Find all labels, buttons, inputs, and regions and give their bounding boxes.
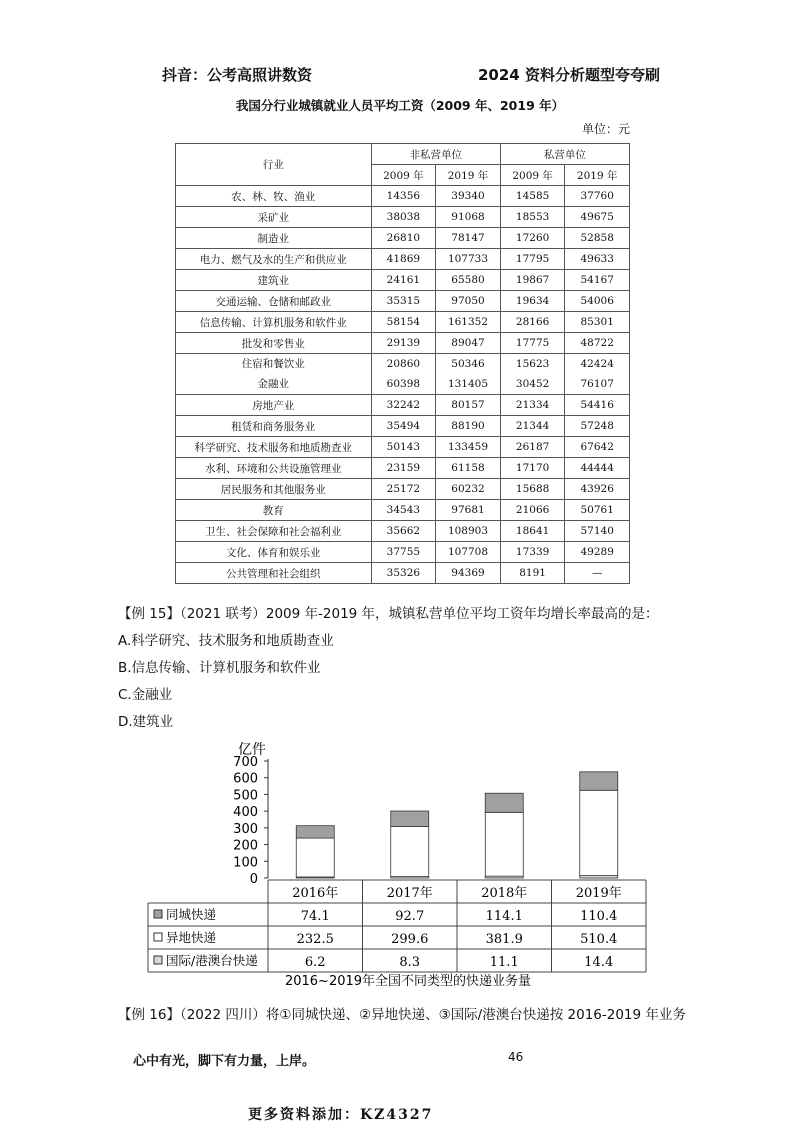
value-cell: 85301 (565, 312, 630, 333)
value-cell: — (565, 563, 630, 584)
y-tick-label: 400 (233, 805, 258, 821)
value-cell: 26810 (371, 228, 436, 249)
value-cell: 21344 (500, 416, 565, 437)
value-cell: 35315 (371, 291, 436, 312)
value-cell: 25172 (371, 479, 436, 500)
value-cell: 17795 (500, 249, 565, 270)
value-cell: 15688 (500, 479, 565, 500)
y-tick-label: 300 (233, 821, 258, 837)
value-cell: 23159 (371, 458, 436, 479)
data-label: 232.5 (296, 932, 334, 947)
value-cell: 65580 (436, 270, 501, 291)
value-cell: 18641 (500, 521, 565, 542)
value-cell: 58154 (371, 312, 436, 333)
group-nonprivate-header: 非私营单位 (371, 144, 500, 165)
value-cell: 17775 (500, 333, 565, 354)
value-cell: 97050 (436, 291, 501, 312)
value-cell: 21334 (500, 395, 565, 416)
data-label: 299.6 (391, 932, 429, 947)
industry-cell: 租赁和商务服务业 (176, 416, 372, 437)
value-cell: 24161 (371, 270, 436, 291)
value-cell: 15623 30452 (500, 354, 565, 395)
value-cell: 34543 (371, 500, 436, 521)
question-16-stem: 【例 16】（2022 四川）将①同城快递、②异地快递、③国际/港澳台快递按 2016-2019 年业务 (118, 1007, 686, 1023)
col-industry-header: 行业 (176, 144, 372, 186)
bar-segment (296, 838, 334, 877)
industry-cell: 采矿业 (176, 207, 372, 228)
industry-cell: 农、林、牧、渔业 (176, 186, 372, 207)
legend-label: 异地快递 (166, 930, 217, 945)
value-cell: 67642 (565, 437, 630, 458)
industry-cell: 公共管理和社会组织 (176, 563, 372, 584)
value-cell: 29139 (371, 333, 436, 354)
bar-segment (391, 827, 429, 877)
value-cell: 52858 (565, 228, 630, 249)
value-cell: 50761 (565, 500, 630, 521)
value-cell: 14585 (500, 186, 565, 207)
option-d[interactable]: D.建筑业 (118, 714, 174, 730)
industry-cell: 卫生、社会保障和社会福利业 (176, 521, 372, 542)
y-tick-label: 700 (233, 755, 258, 770)
value-cell: 49675 (565, 207, 630, 228)
data-label: 92.7 (395, 909, 425, 924)
value-cell: 57248 (565, 416, 630, 437)
value-cell: 57140 (565, 521, 630, 542)
year-header: 2019 年 (565, 165, 630, 186)
industry-cell: 住宿和餐饮业 金融业 (176, 354, 372, 395)
legend-swatch (154, 933, 162, 941)
value-cell: 32242 (371, 395, 436, 416)
option-b[interactable]: B.信息传输、计算机服务和软件业 (118, 660, 321, 676)
value-cell: 14356 (371, 186, 436, 207)
value-cell: 44444 (565, 458, 630, 479)
value-cell: 108903 (436, 521, 501, 542)
x-tick-label: 2017年 (386, 886, 433, 901)
x-tick-label: 2019年 (575, 886, 622, 901)
data-label: 11.1 (489, 955, 519, 970)
value-cell: 26187 (500, 437, 565, 458)
bar-segment (580, 772, 618, 790)
year-header: 2009 年 (371, 165, 436, 186)
industry-cell: 文化、体育和娱乐业 (176, 542, 372, 563)
value-cell: 42424 76107 (565, 354, 630, 395)
industry-cell: 水利、环境和公共设施管理业 (176, 458, 372, 479)
value-cell: 38038 (371, 207, 436, 228)
value-cell: 20860 60398 (371, 354, 436, 395)
data-label: 6.2 (304, 955, 326, 970)
value-cell: 94369 (436, 563, 501, 584)
page-number: 46 (508, 1050, 524, 1064)
industry-cell: 居民服务和其他服务业 (176, 479, 372, 500)
value-cell: 50346 131405 (436, 354, 501, 395)
bar-segment (296, 826, 334, 838)
value-cell: 49289 (565, 542, 630, 563)
value-cell: 17260 (500, 228, 565, 249)
value-cell: 35326 (371, 563, 436, 584)
industry-cell: 批发和零售业 (176, 333, 372, 354)
value-cell: 133459 (436, 437, 501, 458)
value-cell: 107733 (436, 249, 501, 270)
industry-cell: 信息传输、计算机服务和软件业 (176, 312, 372, 333)
value-cell: 21066 (500, 500, 565, 521)
data-label: 110.4 (580, 909, 618, 924)
footer-more-info: 更多资料添加：KZ4327 (248, 1107, 434, 1123)
y-tick-label: 600 (233, 771, 258, 787)
y-tick-label: 100 (233, 855, 258, 871)
data-label: 14.4 (584, 955, 614, 970)
industry-cell: 教育 (176, 500, 372, 521)
question-15-stem: 【例 15】（2021 联考）2009 年-2019 年，城镇私营单位平均工资年均增长率最高的是： (118, 606, 659, 622)
value-cell: 78147 (436, 228, 501, 249)
data-label: 74.1 (300, 909, 330, 924)
year-header: 2019 年 (436, 165, 501, 186)
option-a[interactable]: A.科学研究、技术服务和地质勘查业 (118, 633, 334, 649)
value-cell: 88190 (436, 416, 501, 437)
value-cell: 97681 (436, 500, 501, 521)
industry-cell: 房地产业 (176, 395, 372, 416)
value-cell: 8191 (500, 563, 565, 584)
header-right: 2024 资料分析题型夸夸刷 (478, 66, 660, 84)
data-label: 510.4 (580, 932, 618, 947)
x-tick-label: 2016年 (292, 886, 339, 901)
table-unit: 单位：元 (582, 122, 631, 136)
legend-label: 同城快递 (166, 907, 217, 922)
option-c[interactable]: C.金融业 (118, 687, 173, 703)
value-cell: 41869 (371, 249, 436, 270)
legend-label: 国际/港澳台快递 (166, 953, 258, 968)
value-cell: 60232 (436, 479, 501, 500)
value-cell: 37760 (565, 186, 630, 207)
value-cell: 161352 (436, 312, 501, 333)
value-cell: 39340 (436, 186, 501, 207)
value-cell: 17170 (500, 458, 565, 479)
value-cell: 50143 (371, 437, 436, 458)
value-cell: 54006 (565, 291, 630, 312)
value-cell: 89047 (436, 333, 501, 354)
industry-cell: 电力、燃气及水的生产和供应业 (176, 249, 372, 270)
value-cell: 43926 (565, 479, 630, 500)
bar-segment (485, 793, 523, 812)
bar-segment (391, 811, 429, 826)
legend-swatch (154, 956, 162, 964)
value-cell: 28166 (500, 312, 565, 333)
value-cell: 37755 (371, 542, 436, 563)
industry-cell: 建筑业 (176, 270, 372, 291)
y-tick-label: 200 (233, 838, 258, 854)
legend-swatch (154, 910, 162, 918)
header-left: 抖音：公考高照讲数资 (162, 66, 313, 84)
industry-cell: 科学研究、技术服务和地质勘查业 (176, 437, 372, 458)
y-tick-label: 500 (233, 788, 258, 804)
value-cell: 54416 (565, 395, 630, 416)
value-cell: 49633 (565, 249, 630, 270)
bar-segment (485, 812, 523, 876)
x-tick-label: 2018年 (481, 886, 528, 901)
value-cell: 19634 (500, 291, 565, 312)
table-title: 我国分行业城镇就业人员平均工资（2009 年、2019 年） (235, 98, 565, 113)
data-label: 381.9 (485, 932, 523, 947)
industry-cell: 制造业 (176, 228, 372, 249)
value-cell: 91068 (436, 207, 501, 228)
value-cell: 18553 (500, 207, 565, 228)
chart-title: 2016~2019年全国不同类型的快递业务量 (284, 974, 532, 989)
footer-slogan: 心中有光，脚下有力量，上岸。 (133, 1054, 316, 1069)
value-cell: 35494 (371, 416, 436, 437)
y-tick-label: 0 (249, 872, 258, 887)
value-cell: 35662 (371, 521, 436, 542)
year-header: 2009 年 (500, 165, 565, 186)
data-label: 8.3 (399, 955, 421, 970)
value-cell: 48722 (565, 333, 630, 354)
bar-segment (580, 790, 618, 875)
value-cell: 54167 (565, 270, 630, 291)
industry-cell: 交通运输、仓储和邮政业 (176, 291, 372, 312)
group-private-header: 私营单位 (500, 144, 629, 165)
value-cell: 107708 (436, 542, 501, 563)
value-cell: 80157 (436, 395, 501, 416)
value-cell: 19867 (500, 270, 565, 291)
data-label: 114.1 (485, 909, 523, 924)
value-cell: 61158 (436, 458, 501, 479)
value-cell: 17339 (500, 542, 565, 563)
y-axis-label: 亿件 (238, 742, 266, 758)
